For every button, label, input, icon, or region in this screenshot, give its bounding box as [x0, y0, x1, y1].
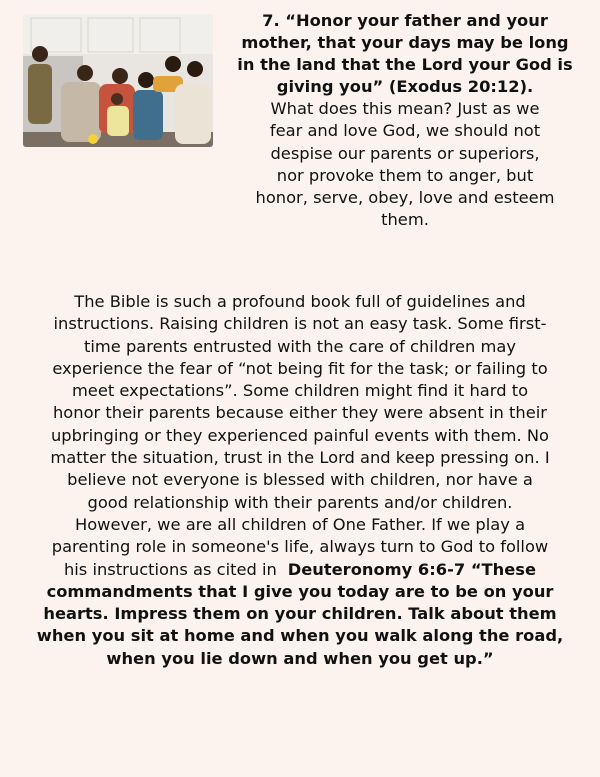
scripture-quote-line: commandments that I give you today are to be on your	[46, 581, 554, 601]
quote-explanation-line: them.	[381, 209, 429, 229]
commandment-quote	[228, 10, 582, 231]
quote-heading-line: in the land that the Lord your God is	[237, 55, 573, 75]
scripture-reference: Deuteronomy 6:6-7 “These	[282, 559, 537, 579]
quote-heading-line: mother, that your days may be long	[241, 33, 569, 53]
body-line: meet expectations”. Some children might find it hard to	[71, 381, 529, 401]
quote-heading-line: 7. “Honor your father and your	[262, 11, 548, 30]
family-photo	[23, 14, 213, 147]
body-line: experience the fear of “not being fit for the task; or failing to	[52, 358, 548, 378]
body-paragraph	[10, 291, 590, 670]
quote-explanation-line: What does this mean? Just as we	[270, 99, 540, 119]
body-line: upbringing or they experienced painful events with them. No	[50, 425, 550, 445]
body-line: instructions. Raising children is not an easy task. Some first-	[53, 314, 547, 334]
quote-heading-line: giving you” (Exodus 20:12).	[276, 77, 534, 97]
body-line: believe not everyone is blessed with children, nor have a	[67, 470, 533, 490]
quote-explanation-line: despise our parents or superiors,	[270, 143, 540, 163]
body-line: time parents entrusted with the care of children may	[83, 336, 517, 356]
body-line: parenting role in someone's life, always turn to God to follow	[51, 537, 549, 557]
quote-explanation-line: honor, serve, obey, love and esteem	[255, 187, 555, 207]
scripture-quote-line: when you lie down and when you get up.”	[106, 648, 494, 668]
quote-explanation-line: nor provoke them to anger, but	[276, 165, 534, 185]
body-line-mixed	[10, 559, 590, 581]
quote-explanation-line: fear and love God, we should not	[269, 121, 541, 141]
body-line: matter the situation, trust in the Lord and keep pressing on. I	[50, 448, 550, 468]
scripture-quote-line: when you sit at home and when you walk along the road,	[36, 626, 564, 646]
body-line: good relationship with their parents and/or children.	[87, 492, 513, 512]
scripture-quote-line: hearts. Impress them on your children. Talk about them	[43, 604, 557, 624]
body-line: However, we are all children of One Father. If we play a	[74, 514, 526, 534]
body-line-plain: his instructions as cited in	[63, 559, 283, 579]
body-line: honor their parents because either they were absent in their	[52, 403, 547, 423]
body-line: The Bible is such a profound book full of guidelines and	[74, 292, 526, 311]
